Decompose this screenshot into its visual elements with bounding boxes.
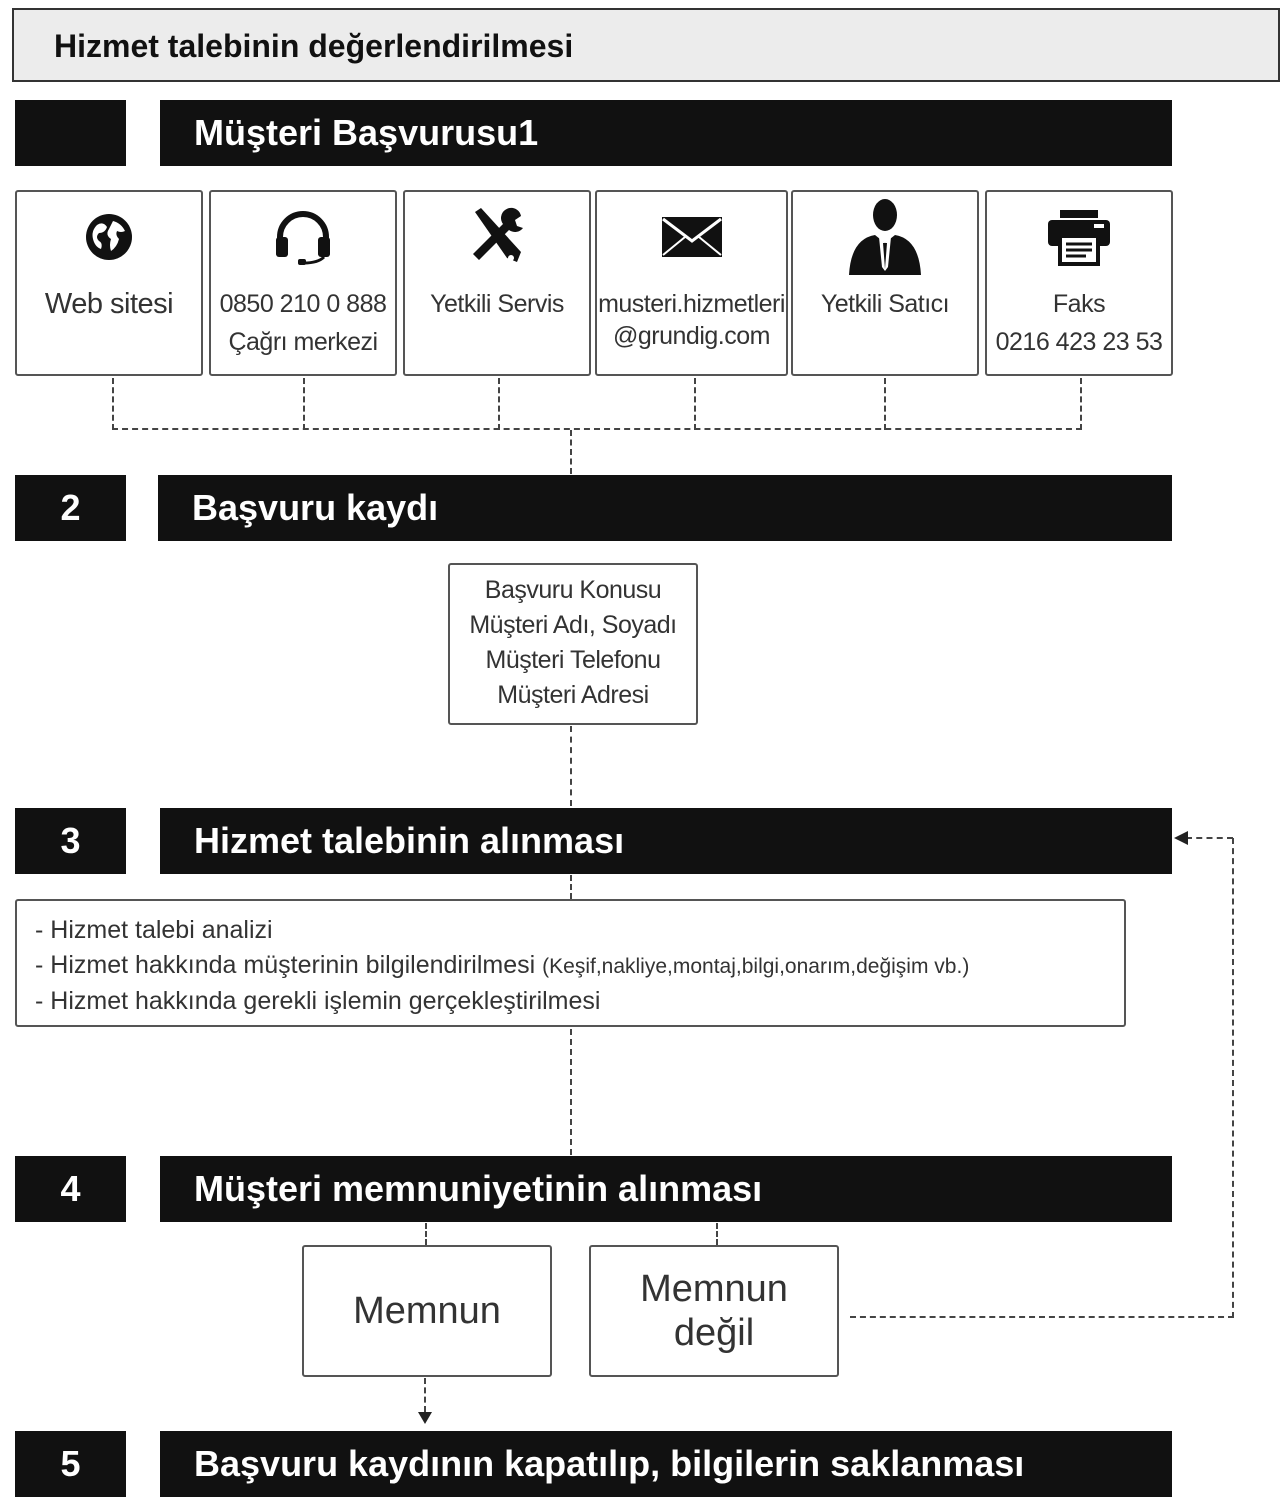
step-2-number: 2: [15, 475, 126, 541]
outcome-satisfied-label: Memnun: [353, 1290, 501, 1332]
headset-icon: [211, 200, 395, 274]
step-1-number: [15, 100, 126, 166]
outcome-not-satisfied: [589, 1245, 839, 1377]
connector-email: [694, 378, 696, 430]
service-item-note: (Keşif,nakliye,montaj,bilgi,onarım,değişim vb.): [542, 955, 970, 978]
globe-icon: [17, 200, 201, 274]
channel-email-line1: musteri.hizmetleri: [598, 290, 785, 318]
outcome-not-satisfied-line2: değil: [673, 1312, 755, 1354]
diagram-title-box: [12, 8, 1280, 82]
channel-dealer-line1: Yetkili Satıcı: [820, 290, 950, 318]
down-arrow-icon: [417, 1410, 433, 1426]
connector-to-step-4: [570, 1029, 572, 1155]
step-4-number: 4: [15, 1156, 126, 1222]
channel-email-line2: @grundig.com: [613, 322, 770, 350]
channel-service-line1: Yetkili Servis: [430, 290, 564, 318]
service-item: - Hizmet talebi analizi: [35, 916, 273, 944]
person-icon: [793, 198, 977, 272]
feedback-line-top: [1186, 837, 1233, 839]
channel-fax-line2: 0216 423 23 53: [995, 328, 1163, 356]
channel-email: [595, 190, 788, 376]
record-fields-box: [448, 563, 698, 725]
channel-dealer: [791, 190, 979, 376]
service-item: - Hizmet hakkında müşterinin bilgilendirilmesi (Keşif,nakliye,montaj,bilgi,onarım,değişim vb.): [35, 951, 970, 979]
outcome-not-satisfied-line1: Memnun: [640, 1268, 788, 1310]
feedback-arrow-icon: [1172, 829, 1190, 847]
record-field: Başvuru Konusu: [484, 576, 662, 604]
connector-channels-horizontal: [112, 428, 1082, 430]
channel-call-center-line1: 0850 210 0 888: [219, 290, 387, 318]
channel-web: [15, 190, 203, 376]
channel-fax-line1: Faks: [1052, 290, 1106, 318]
step-2-label: Başvuru kaydı: [158, 475, 1172, 541]
connector-to-step-2: [570, 430, 572, 474]
step-3-number: 3: [15, 808, 126, 874]
channel-call-center: [209, 190, 397, 376]
fax-icon: [987, 200, 1171, 274]
feedback-line-horizontal: [850, 1316, 1234, 1318]
tools-icon: [405, 200, 589, 274]
step-5-label: Başvuru kaydının kapatılıp, bilgilerin saklanması: [160, 1431, 1172, 1497]
service-item: - Hizmet hakkında gerekli işlemin gerçekleştirilmesi: [35, 987, 601, 1015]
record-field: Müşteri Adı, Soyadı: [469, 611, 677, 639]
connector-web: [112, 378, 114, 430]
connector-to-step-3: [570, 726, 572, 806]
connector-fax: [1080, 378, 1082, 430]
service-items-box: [15, 899, 1126, 1027]
channel-call-center-line2: Çağrı merkezi: [228, 328, 378, 356]
connector-to-satisfied: [425, 1223, 427, 1245]
channel-fax: [985, 190, 1173, 376]
record-field: Müşteri Adresi: [497, 681, 649, 709]
step-5-number: 5: [15, 1431, 126, 1497]
connector-to-not-satisfied: [716, 1223, 718, 1245]
step-1-label: Müşteri Başvurusu1: [160, 100, 1172, 166]
connector-call-center: [303, 378, 305, 430]
outcome-satisfied: [302, 1245, 552, 1377]
envelope-icon: [597, 200, 786, 274]
connector-to-step-5: [424, 1378, 426, 1412]
step-3-label: Hizmet talebinin alınması: [160, 808, 1172, 874]
record-field: Müşteri Telefonu: [485, 646, 661, 674]
feedback-line-vertical: [1232, 838, 1234, 1318]
connector-service: [498, 378, 500, 430]
channel-service: [403, 190, 591, 376]
channel-web-line1: Web sitesi: [44, 288, 174, 320]
diagram-title: Hizmet talebinin değerlendirilmesi: [54, 28, 574, 64]
step-4-label: Müşteri memnuniyetinin alınması: [160, 1156, 1172, 1222]
connector-step-3-to-list: [570, 875, 572, 899]
connector-dealer: [884, 378, 886, 430]
